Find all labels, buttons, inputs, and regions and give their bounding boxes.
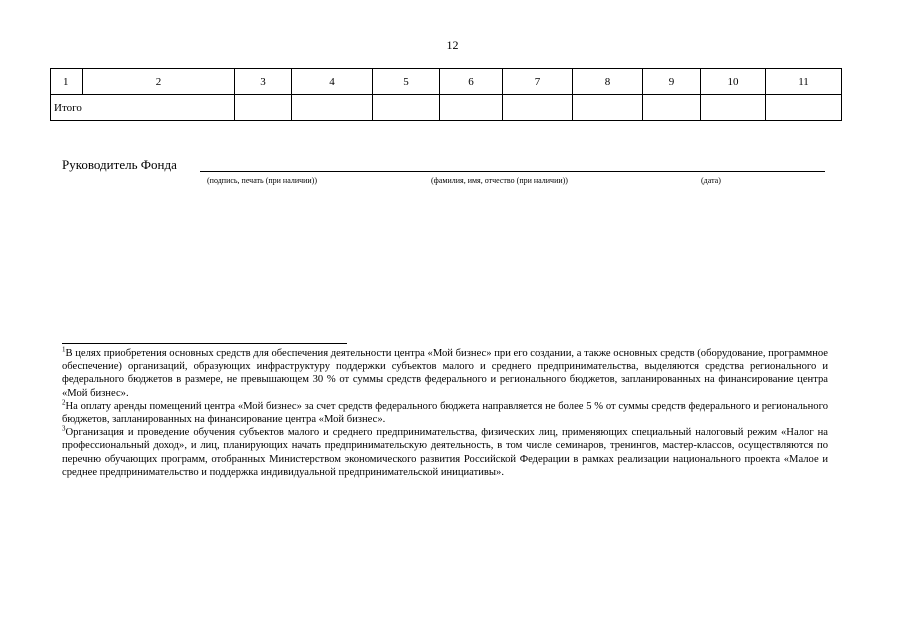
column-number: 6 xyxy=(440,69,503,95)
footnote-mark: 2 xyxy=(62,398,66,407)
footnote-mark: 1 xyxy=(62,345,66,354)
footnote xyxy=(62,400,828,426)
footnote-text: Организация и проведение обучения субъектов малого и среднего предпринимательства, физических лиц, применяющих специальный налоговый режим «Налог на профессиональный доход», и лиц, планирующих начать предпринимательскую деятельность, в том числе семинаров, тренингов, мастер-классов, осуществляются по перечню обучающих программ, отобранных Министерством экономического развития Российской Федерации в рамках реализации национального проекта «Малое и среднее предпринимательство и поддержка индивидуальной предпринимательской инициативы». xyxy=(62,427,828,478)
column-number: 11 xyxy=(766,69,842,95)
column-number: 7 xyxy=(503,69,573,95)
column-number: 1 xyxy=(51,69,83,95)
total-cell xyxy=(292,95,373,121)
signature-hint: (подпись, печать (при наличии)) xyxy=(207,176,318,185)
footnote-text: На оплату аренды помещений центра «Мой бизнес» за счет средств федерального бюджета направляется не более 5 % от суммы средств федерального и регионального бюджетов, запланированных на финансирование центра «Мой бизнес». xyxy=(62,400,828,426)
footnote xyxy=(62,426,828,479)
footnote-mark: 3 xyxy=(62,424,66,433)
table-header-row xyxy=(51,69,842,95)
column-number: 3 xyxy=(235,69,292,95)
total-cell xyxy=(766,95,842,121)
column-number: 10 xyxy=(701,69,766,95)
column-number: 5 xyxy=(373,69,440,95)
footnote-separator xyxy=(62,343,347,344)
total-label: Итого xyxy=(51,95,235,121)
signature-label: Руководитель Фонда xyxy=(62,157,177,172)
date-hint: (дата) xyxy=(701,176,721,185)
total-cell xyxy=(440,95,503,121)
total-cell xyxy=(503,95,573,121)
column-number: 4 xyxy=(292,69,373,95)
total-cell xyxy=(701,95,766,121)
total-cell xyxy=(235,95,292,121)
signature-underline xyxy=(200,171,825,172)
footnote-text: В целях приобретения основных средств для обеспечения деятельности центра «Мой бизнес» при его создании, а также основных средств (оборудование, программное обеспечение) организаций, образующих инфраструктуру поддержки субъектов малого и среднего предпринимательства, выделяются средства регионального и федерального бюджетов в размере, не превышающем 30 % от суммы средств федерального и регионального бюджетов, запланированных на финансирование центра «Мой бизнес». xyxy=(62,348,828,399)
footnotes xyxy=(62,347,828,479)
total-row xyxy=(51,95,842,121)
column-number: 9 xyxy=(643,69,701,95)
total-cell xyxy=(573,95,643,121)
report-table xyxy=(50,68,842,121)
name-hint: (фамилия, имя, отчество (при наличии)) xyxy=(431,176,568,185)
page-number: 12 xyxy=(446,38,459,52)
footnote xyxy=(62,347,828,400)
column-number: 2 xyxy=(83,69,235,95)
total-cell xyxy=(373,95,440,121)
column-number: 8 xyxy=(573,69,643,95)
total-cell xyxy=(643,95,701,121)
